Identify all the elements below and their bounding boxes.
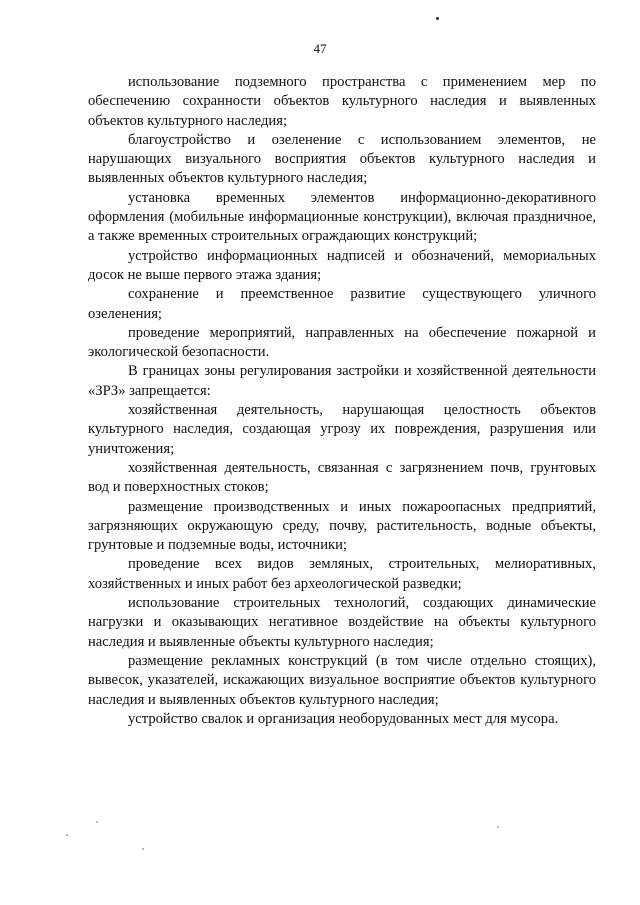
paragraph: размещение рекламных конструкций (в том числе отдельно стоящих), вывесок, указателей, искажающих визуальное восприятие объектов культурного наследия и выявленных объектов культурного наследия;: [88, 652, 596, 708]
scan-speck: [436, 17, 439, 20]
paragraph: В границах зоны регулирования застройки и хозяйственной деятельности «ЗРЗ» запрещается:: [88, 363, 596, 399]
paragraph: устройство информационных надписей и обозначений, мемориальных досок не выше первого этажа здания;: [88, 247, 596, 283]
scan-speck: [142, 848, 144, 850]
paragraph: установка временных элементов информационно-декоративного оформления (мобильные информационные конструкции), включая праздничное, а также временных строительных ограждающих конструкций;: [88, 189, 596, 245]
paragraph: проведение мероприятий, направленных на обеспечение пожарной и экологической безопасности.: [88, 324, 596, 361]
paragraph: хозяйственная деятельность, нарушающая целостность объектов культурного наследия, создающая угрозу их повреждения, разрушения или уничтожения;: [88, 402, 596, 457]
paragraph: благоустройство и озеленение с использованием элементов, не нарушающих визуального восприятия объектов культурного наследия и выявленных объектов культурного наследия;: [88, 131, 596, 187]
paragraph: использование строительных технологий, создающих динамические нагрузки и оказывающих негативное воздействие на объекты культурного наследия и выявленные объекты культурного наследия;: [88, 595, 596, 650]
paragraph: использование подземного пространства с применением мер по обеспечению сохранности объектов культурного наследия и выявленных объектов культурного наследия;: [88, 74, 596, 129]
scan-speck: [96, 821, 98, 823]
paragraph: хозяйственная деятельность, связанная с загрязнением почв, грунтовых вод и поверхностных стоков;: [88, 459, 596, 496]
scan-speck: [66, 834, 68, 836]
paragraph: размещение производственных и иных пожароопасных предприятий, загрязняющих окружающую среду, почву, растительность, водные объекты, грунтовые и подземные воды, источники;: [88, 498, 596, 554]
paragraph: сохранение и преемственное развитие существующего уличного озеленения;: [88, 286, 596, 322]
paragraph: проведение всех видов земляных, строительных, мелиоративных, хозяйственных и иных работ без археологической разведки;: [88, 556, 596, 592]
page-number: 47: [313, 41, 327, 56]
scan-speck: [497, 826, 499, 828]
document-body: [88, 73, 596, 729]
paragraph: устройство свалок и организация необорудованных мест для мусора.: [128, 710, 559, 727]
